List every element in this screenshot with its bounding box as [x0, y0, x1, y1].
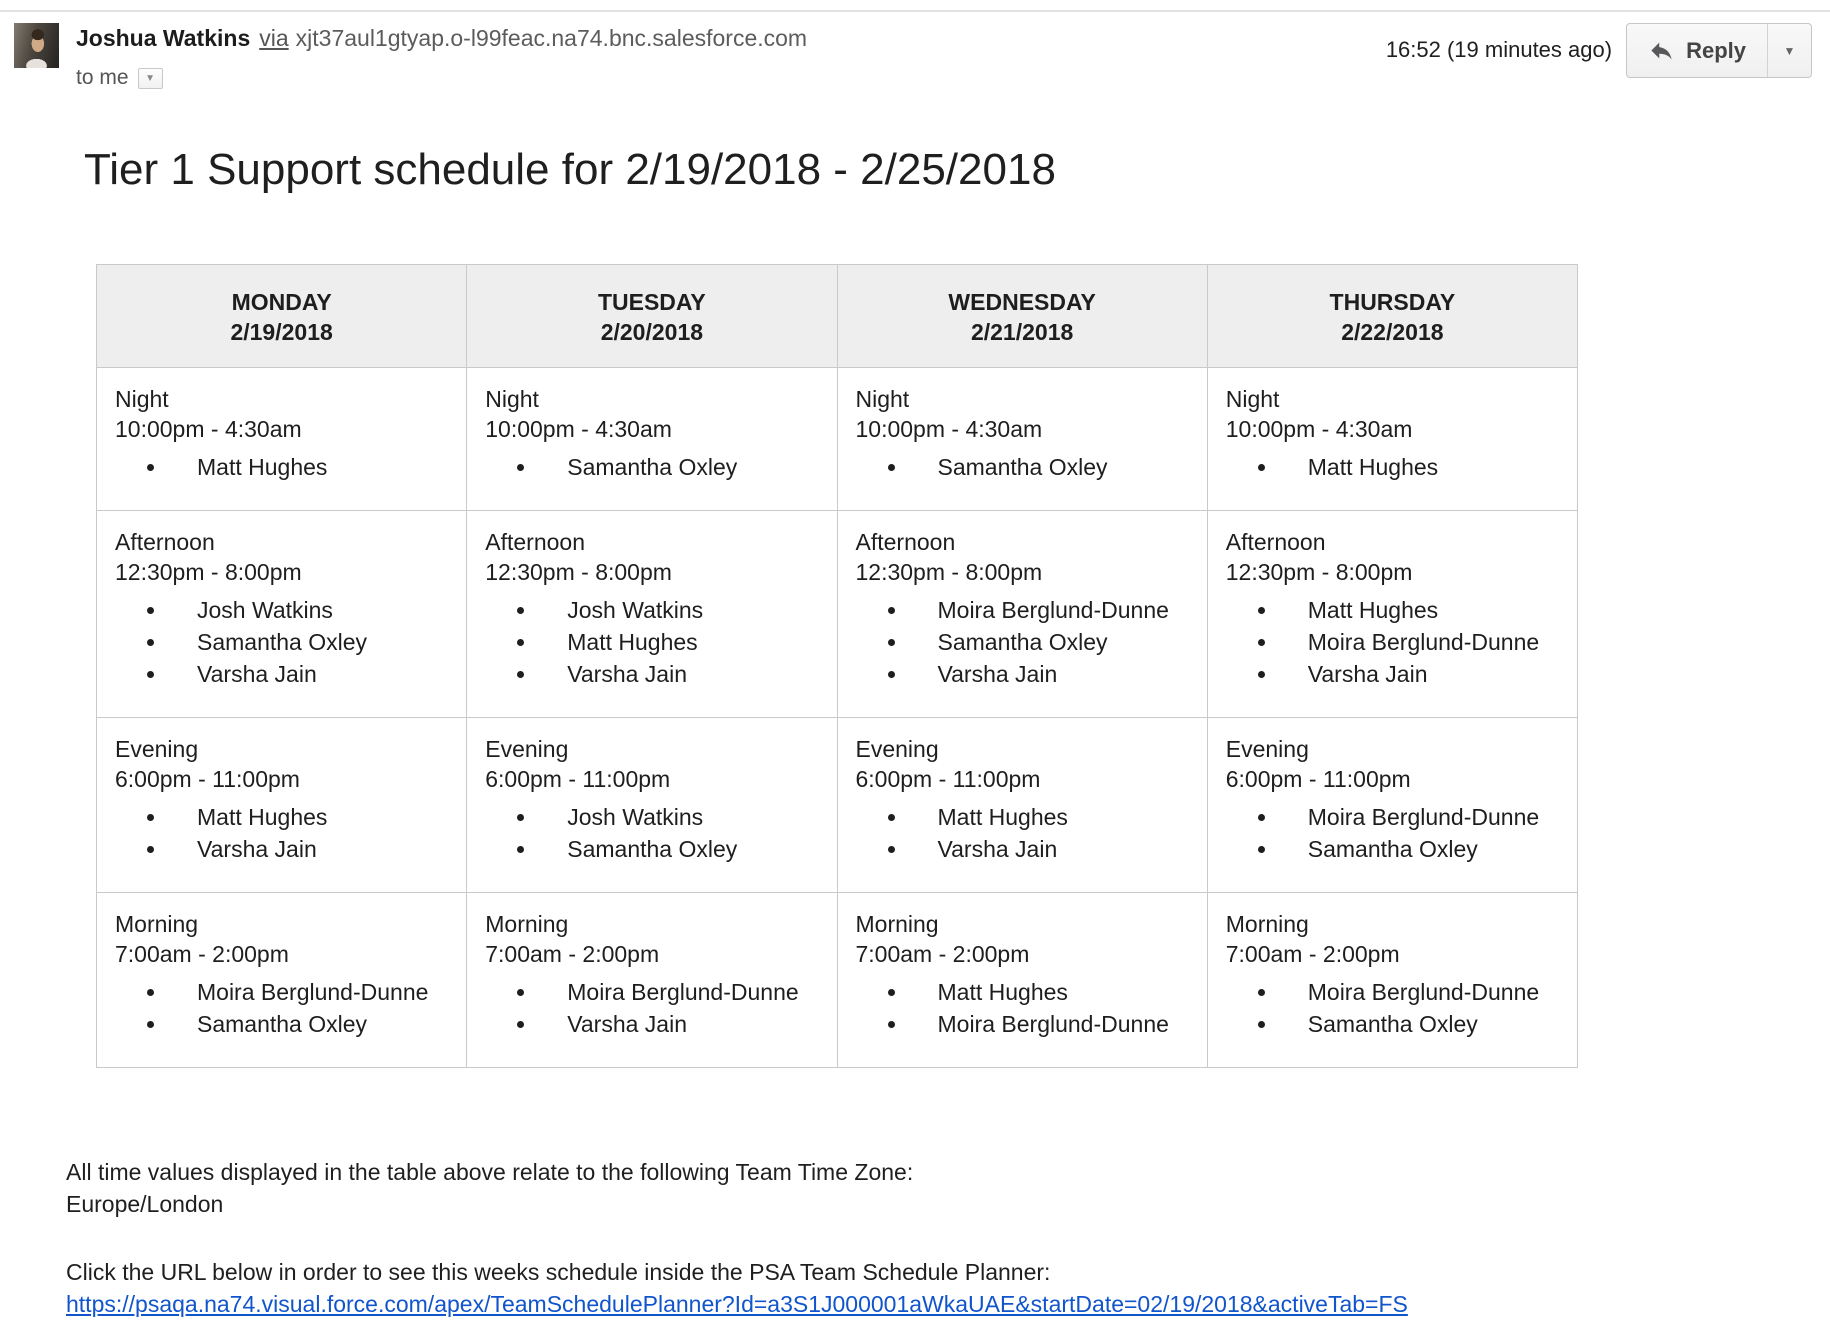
- shift-name: Afternoon: [115, 529, 215, 555]
- assignee-item: Varsha Jain: [145, 834, 452, 864]
- assignee-item: Samantha Oxley: [886, 452, 1193, 482]
- assignee-item: Samantha Oxley: [515, 452, 822, 482]
- shift-time: 7:00am - 2:00pm: [855, 941, 1030, 967]
- assignee-item: Moira Berglund-Dunne: [1256, 627, 1563, 657]
- assignee-list: [1226, 595, 1563, 689]
- shift-time: 10:00pm - 4:30am: [485, 416, 672, 442]
- assignee-list: [485, 595, 822, 689]
- assignee-item: Samantha Oxley: [1256, 834, 1563, 864]
- reply-button[interactable]: [1627, 24, 1767, 77]
- shift-time: 12:30pm - 8:00pm: [115, 559, 302, 585]
- shift-time: 10:00pm - 4:30am: [855, 416, 1043, 442]
- assignee-item: Moira Berglund-Dunne: [1256, 802, 1563, 832]
- schedule-table: [96, 264, 1578, 1068]
- schedule-cell: [1207, 511, 1577, 718]
- shift-name: Morning: [855, 911, 939, 937]
- schedule-header-cell: [837, 265, 1207, 368]
- schedule-row: [97, 718, 1578, 893]
- schedule-cell: [1207, 718, 1577, 893]
- shift-name: Evening: [855, 736, 939, 762]
- shift-name: Evening: [115, 736, 199, 762]
- assignee-list: [115, 802, 452, 864]
- assignee-item: Samantha Oxley: [515, 834, 822, 864]
- assignee-item: Moira Berglund-Dunne: [886, 595, 1193, 625]
- shift-time: 12:30pm - 8:00pm: [855, 559, 1043, 585]
- shift-time: 7:00am - 2:00pm: [115, 941, 289, 967]
- sender-domain: xjt37aul1gtyap.o-l99feac.na74.bnc.salesforce.com: [295, 25, 808, 51]
- schedule-header-cell: [97, 265, 467, 368]
- assignee-list: [485, 452, 822, 482]
- schedule-header-cell: [467, 265, 837, 368]
- schedule-cell: [467, 368, 837, 511]
- shift-name: Morning: [485, 911, 569, 937]
- schedule-cell: [97, 511, 467, 718]
- schedule-cell: [837, 893, 1207, 1068]
- shift-time: 10:00pm - 4:30am: [1225, 416, 1413, 442]
- shift-time: 6:00pm - 11:00pm: [115, 766, 300, 792]
- shift-name: Night: [855, 386, 910, 412]
- shift-time: 7:00am - 2:00pm: [485, 941, 660, 967]
- sender-block: [76, 23, 1386, 90]
- assignee-item: Josh Watkins: [145, 595, 452, 625]
- assignee-item: Josh Watkins: [515, 802, 822, 832]
- assignee-list: [115, 452, 452, 482]
- message-body: [0, 146, 1830, 1320]
- shift-name: Morning: [115, 911, 199, 937]
- assignee-item: Matt Hughes: [145, 802, 452, 832]
- column-day: TUESDAY: [597, 289, 706, 315]
- assignee-item: Varsha Jain: [1256, 659, 1563, 689]
- assignee-list: [856, 802, 1193, 864]
- timezone-note-line1: All time values displayed in the table above relate to the following Team Time Zone:: [66, 1159, 914, 1185]
- schedule-cell: [97, 368, 467, 511]
- schedule-cell: [837, 368, 1207, 511]
- recipient-label: to me: [76, 66, 129, 89]
- assignee-item: Moira Berglund-Dunne: [515, 977, 822, 1007]
- assignee-item: Varsha Jain: [886, 834, 1193, 864]
- message-top-divider: [0, 10, 1830, 12]
- via-label: via: [259, 25, 289, 51]
- schedule-header-cell: [1207, 265, 1577, 368]
- assignee-item: Samantha Oxley: [145, 1009, 452, 1039]
- assignee-item: Matt Hughes: [515, 627, 822, 657]
- schedule-cell: [97, 893, 467, 1068]
- shift-time: 6:00pm - 11:00pm: [855, 766, 1041, 792]
- schedule-cell: [1207, 893, 1577, 1068]
- shift-name: Evening: [1225, 736, 1309, 762]
- assignee-list: [485, 802, 822, 864]
- recipient-line: [76, 66, 1386, 90]
- email-header: [0, 0, 1830, 90]
- shift-name: Evening: [485, 736, 569, 762]
- shift-name: Afternoon: [485, 529, 585, 555]
- assignee-item: Matt Hughes: [886, 977, 1193, 1007]
- column-day: MONDAY: [231, 289, 332, 315]
- assignee-list: [1226, 977, 1563, 1039]
- planner-link[interactable]: https://psaqa.na74.visual.force.com/apex/TeamSchedulePlanner?Id=a3S1J000001aWkaUAE&startDate=02/19/2018&activeTab=FS: [66, 1291, 1408, 1317]
- schedule-row: [97, 368, 1578, 511]
- caret-down-icon: ▼: [1783, 43, 1796, 58]
- reply-options-button[interactable]: [1767, 24, 1811, 77]
- caret-down-icon: ▼: [145, 72, 155, 84]
- assignee-item: Matt Hughes: [1256, 595, 1563, 625]
- assignee-item: Samantha Oxley: [886, 627, 1193, 657]
- sender-line: [76, 23, 1386, 53]
- assignee-item: Moira Berglund-Dunne: [145, 977, 452, 1007]
- assignee-item: Varsha Jain: [515, 1009, 822, 1039]
- assignee-item: Varsha Jain: [145, 659, 452, 689]
- schedule-cell: [467, 893, 837, 1068]
- timestamp: 16:52 (19 minutes ago): [1385, 37, 1613, 62]
- assignee-list: [856, 452, 1193, 482]
- shift-name: Night: [1225, 386, 1280, 412]
- schedule-cell: [467, 718, 837, 893]
- shift-time: 7:00am - 2:00pm: [1225, 941, 1400, 967]
- schedule-cell: [1207, 368, 1577, 511]
- assignee-list: [115, 977, 452, 1039]
- shift-time: 12:30pm - 8:00pm: [1225, 559, 1413, 585]
- shift-time: 6:00pm - 11:00pm: [1225, 766, 1411, 792]
- assignee-item: Matt Hughes: [1256, 452, 1563, 482]
- planner-link-line: [66, 1288, 1790, 1320]
- assignee-item: Varsha Jain: [886, 659, 1193, 689]
- assignee-list: [1226, 452, 1563, 482]
- schedule-cell: [837, 718, 1207, 893]
- shift-name: Afternoon: [855, 529, 956, 555]
- sender-avatar[interactable]: [14, 23, 59, 68]
- assignee-item: Samantha Oxley: [1256, 1009, 1563, 1039]
- schedule-header-row: [97, 265, 1578, 368]
- column-date: 2/20/2018: [600, 319, 704, 345]
- shift-time: 12:30pm - 8:00pm: [485, 559, 672, 585]
- shift-name: Afternoon: [1225, 529, 1326, 555]
- column-date: 2/19/2018: [230, 319, 333, 345]
- message-footer: [66, 1156, 1790, 1320]
- message-title: Tier 1 Support schedule for 2/19/2018 - 2/25/2018: [84, 145, 1056, 194]
- shift-time: 6:00pm - 11:00pm: [485, 766, 671, 792]
- assignee-item: Moira Berglund-Dunne: [1256, 977, 1563, 1007]
- header-right: [1386, 23, 1812, 78]
- assignee-list: [485, 977, 822, 1039]
- assignee-list: [1226, 802, 1563, 864]
- assignee-list: [115, 595, 452, 689]
- schedule-row: [97, 511, 1578, 718]
- assignee-item: Varsha Jain: [515, 659, 822, 689]
- timezone-value: Europe/London: [66, 1191, 224, 1217]
- column-date: 2/21/2018: [970, 319, 1074, 345]
- assignee-item: Samantha Oxley: [145, 627, 452, 657]
- assignee-item: Matt Hughes: [886, 802, 1193, 832]
- shift-name: Morning: [1225, 911, 1309, 937]
- column-date: 2/22/2018: [1341, 319, 1444, 345]
- schedule-row: [97, 893, 1578, 1068]
- assignee-item: Matt Hughes: [145, 452, 452, 482]
- planner-link-intro: Click the URL below in order to see this weeks schedule inside the PSA Team Schedule Planner:: [66, 1259, 1051, 1285]
- shift-name: Night: [485, 386, 539, 412]
- assignee-item: Moira Berglund-Dunne: [886, 1009, 1193, 1039]
- schedule-cell: [97, 718, 467, 893]
- sender-name: Joshua Watkins: [76, 25, 251, 51]
- reply-arrow-icon: [1648, 37, 1675, 64]
- shift-time: 10:00pm - 4:30am: [115, 416, 302, 442]
- reply-button-group: [1626, 23, 1812, 78]
- reply-label: Reply: [1686, 37, 1746, 63]
- assignee-list: [856, 977, 1193, 1039]
- schedule-cell: [467, 511, 837, 718]
- schedule-cell: [837, 511, 1207, 718]
- show-details-button[interactable]: [138, 68, 163, 89]
- shift-name: Night: [115, 386, 169, 412]
- column-day: WEDNESDAY: [948, 289, 1096, 315]
- assignee-item: Josh Watkins: [515, 595, 822, 625]
- column-day: THURSDAY: [1329, 289, 1456, 315]
- assignee-list: [856, 595, 1193, 689]
